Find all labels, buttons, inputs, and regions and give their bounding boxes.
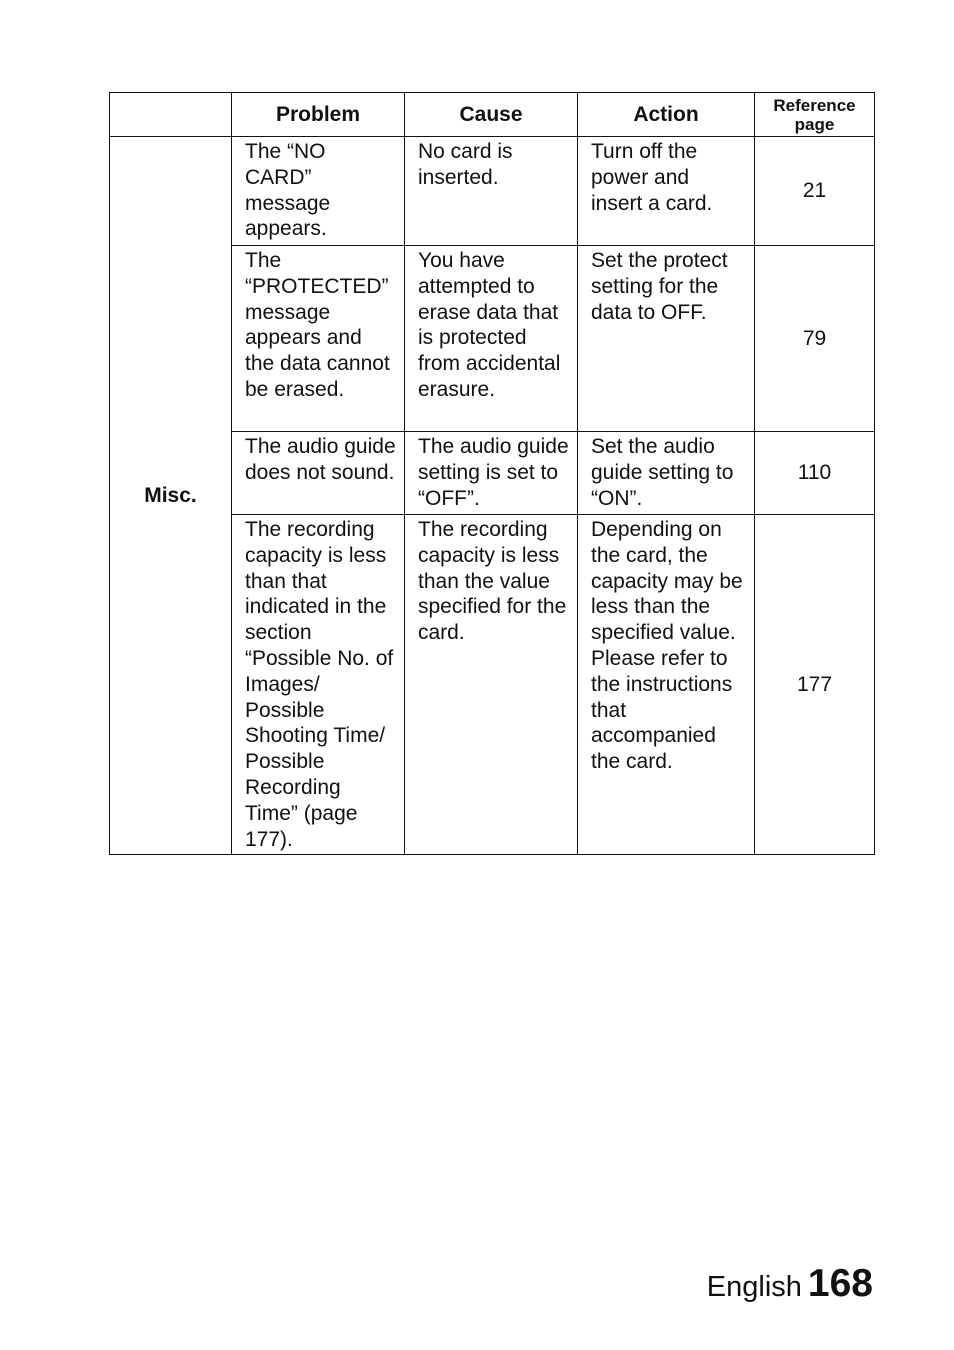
troubleshooting-table bbox=[109, 92, 875, 855]
cause-cell: The audio guide setting is set to “OFF”. bbox=[405, 432, 578, 515]
page-number: 168 bbox=[807, 1262, 873, 1305]
reference-cell: 21 bbox=[755, 137, 875, 246]
reference-cell: 79 bbox=[755, 246, 875, 432]
category-label: Misc. bbox=[110, 137, 232, 855]
header-cause: Cause bbox=[405, 93, 578, 137]
page-footer bbox=[707, 1262, 873, 1306]
problem-cell: The recording capacity is less than that indicated in the section “Possible No. of Images/ Possible Shooting Time/ Possible Recording Time” (page 177). bbox=[232, 515, 405, 855]
cause-cell: No card is inserted. bbox=[405, 137, 578, 246]
problem-cell: The “PROTECTED” message appears and the data cannot be erased. bbox=[232, 246, 405, 432]
header-action: Action bbox=[578, 93, 755, 137]
action-cell: Depending on the card, the capacity may be less than the specified value. Please refer to the instructions that accompanied the card. bbox=[578, 515, 755, 855]
header-reference-page: Reference page bbox=[755, 93, 875, 137]
action-cell: Set the audio guide setting to “ON”. bbox=[578, 432, 755, 515]
table-row bbox=[110, 137, 875, 246]
action-cell: Turn off the power and insert a card. bbox=[578, 137, 755, 246]
cause-cell: The recording capacity is less than the value specified for the card. bbox=[405, 515, 578, 855]
reference-cell: 110 bbox=[755, 432, 875, 515]
action-cell: Set the protect setting for the data to OFF. bbox=[578, 246, 755, 432]
table-header-row bbox=[110, 93, 875, 137]
cause-cell: You have attempted to erase data that is protected from accidental erasure. bbox=[405, 246, 578, 432]
problem-cell: The “NO CARD” message appears. bbox=[232, 137, 405, 246]
header-problem: Problem bbox=[232, 93, 405, 137]
problem-cell: The audio guide does not sound. bbox=[232, 432, 405, 515]
footer-language: English bbox=[706, 1271, 802, 1303]
reference-cell: 177 bbox=[755, 515, 875, 855]
header-category bbox=[110, 93, 232, 137]
